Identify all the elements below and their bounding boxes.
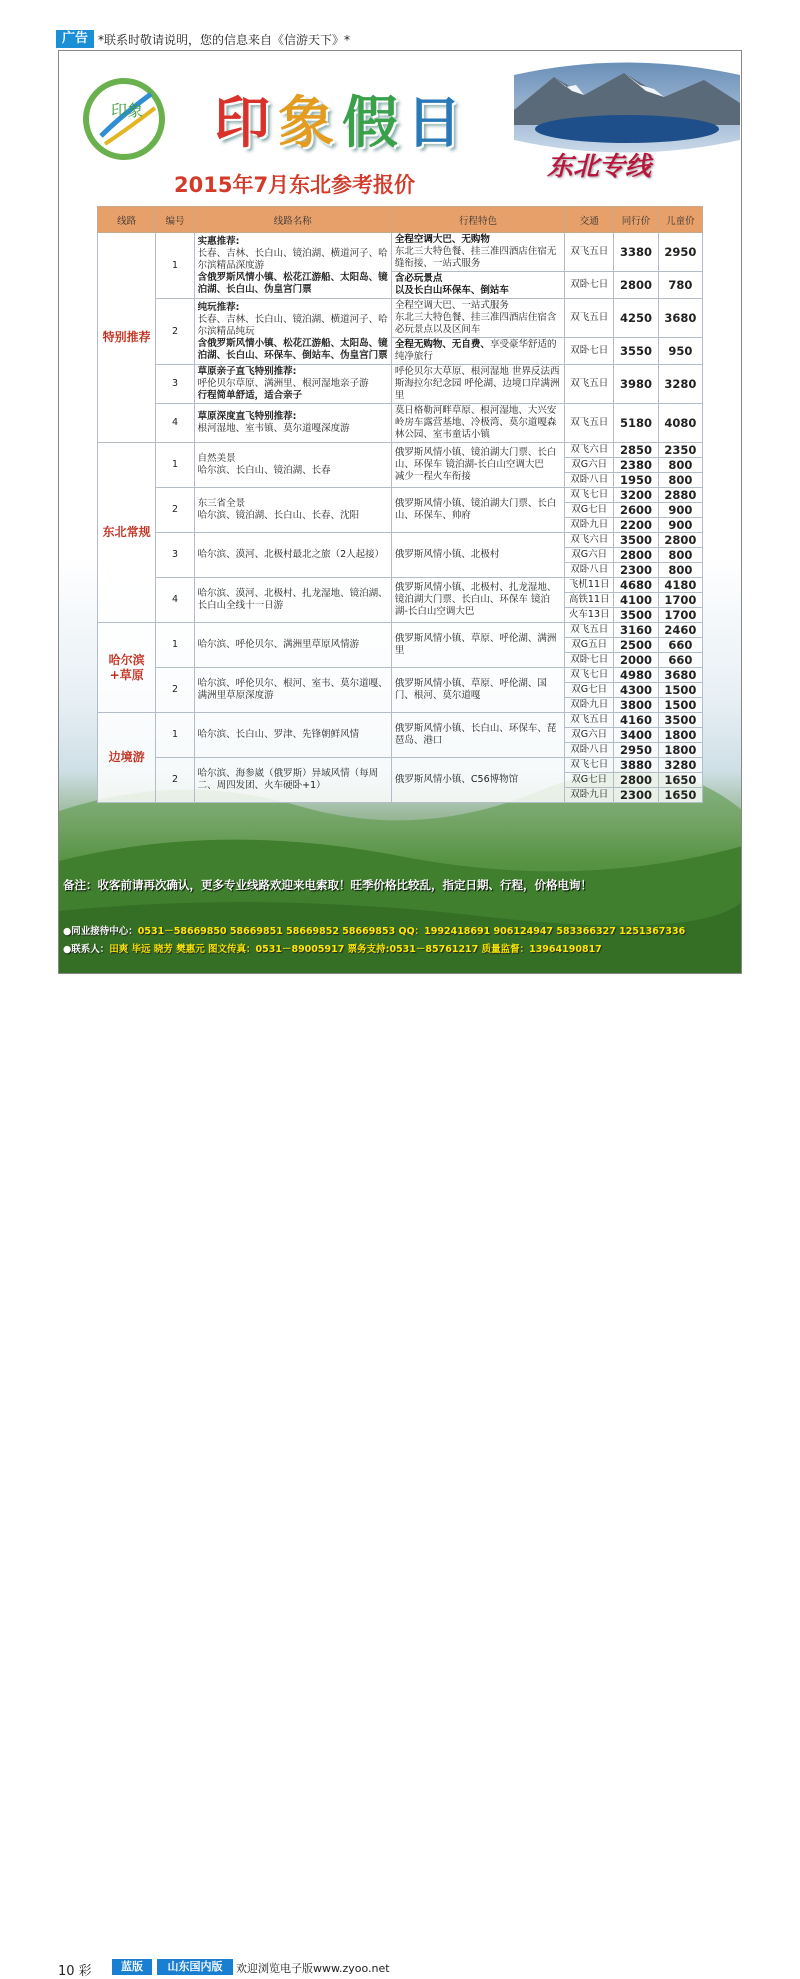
route-name <box>194 365 391 404</box>
transport: 双卧九日 <box>565 698 614 713</box>
child-price: 3280 <box>658 365 702 404</box>
transport: 双G七日 <box>565 683 614 698</box>
route-features <box>391 233 564 272</box>
contact-label: ●联系人： <box>63 944 110 955</box>
brand-char-3: 假 <box>342 90 406 156</box>
feature-highlight: 全程空调大巴、无购物 <box>394 234 490 245</box>
route-features: 莫日格勒河畔草原、根河湿地、大兴安岭房车露营基地、冷极湾、莫尔道嘎森林公园、室韦童话小镇 <box>391 404 564 443</box>
brand-char-2: 象 <box>278 90 342 156</box>
ad-frame <box>58 50 742 974</box>
route-name-body: 哈尔滨、长白山、镜泊湖、长春 <box>197 465 331 476</box>
route-name: 哈尔滨、长白山、罗津、先锋朝鲜风情 <box>194 713 391 758</box>
child-price: 2950 <box>658 233 702 272</box>
peer-price: 3380 <box>614 233 658 272</box>
col-route: 线路 <box>98 207 156 233</box>
table-row <box>98 713 703 728</box>
transport: 双飞五日 <box>565 233 614 272</box>
route-number: 4 <box>156 404 194 443</box>
peer-price: 1950 <box>614 473 658 488</box>
table-row <box>98 443 703 458</box>
peer-price: 3500 <box>614 533 658 548</box>
peer-price: 3800 <box>614 698 658 713</box>
brand-char-1: 印 <box>214 90 278 156</box>
category-border: 边境游 <box>98 713 156 803</box>
transport: 火车13日 <box>565 608 614 623</box>
category-northeast: 东北常规 <box>98 443 156 623</box>
transport: 双G六日 <box>565 548 614 563</box>
col-peer-price: 同行价 <box>614 207 658 233</box>
transport: 双飞七日 <box>565 668 614 683</box>
route-name-body: 哈尔滨、镜泊湖、长白山、长春、沈阳 <box>197 510 360 521</box>
category-harbin: 哈尔滨+草原 <box>98 623 156 713</box>
child-price: 1500 <box>658 683 702 698</box>
route-number: 2 <box>156 668 194 713</box>
peer-price: 4100 <box>614 593 658 608</box>
col-features: 行程特色 <box>391 207 564 233</box>
peer-price: 2300 <box>614 563 658 578</box>
logo-text: 印象 <box>111 101 144 120</box>
child-price: 1500 <box>658 698 702 713</box>
feature-text: 东北三大特色餐、挂三准四酒店住宿含必玩景点以及区间车 <box>394 312 557 335</box>
feature-text: 以及长白山环保车、倒站车 <box>394 285 509 296</box>
transport: 高铁11日 <box>565 593 614 608</box>
route-number: 4 <box>156 578 194 623</box>
transport: 双卧八日 <box>565 563 614 578</box>
route-features: 俄罗斯风情小镇、北极村 <box>391 533 564 578</box>
transport: 双卧七日 <box>565 653 614 668</box>
child-price: 2350 <box>658 443 702 458</box>
peer-price: 2800 <box>614 773 658 788</box>
route-tag: 东北专线 <box>547 152 652 182</box>
route-name: 哈尔滨、呼伦贝尔、根河、室韦、莫尔道嘎、满洲里草原深度游 <box>194 668 391 713</box>
contact-people <box>63 941 602 955</box>
route-features: 俄罗斯风情小镇、长白山、环保车、琵琶岛、港口 <box>391 713 564 758</box>
peer-price: 4160 <box>614 713 658 728</box>
table-row <box>98 299 703 338</box>
col-transport: 交通 <box>565 207 614 233</box>
route-features <box>391 272 564 299</box>
feature-text: 东北三大特色餐、挂三准四酒店住宿无缝衔接、一站式服务 <box>394 246 557 269</box>
col-number: 编号 <box>156 207 194 233</box>
brand-title <box>214 79 470 159</box>
route-name-includes: 含俄罗斯风情小镇、松花江游船、太阳岛、镜泊湖、长白山、环保车、倒站车、伪皇宫门票 <box>197 337 388 361</box>
child-price: 800 <box>658 548 702 563</box>
ad-badge: 广告 <box>56 30 94 48</box>
peer-price: 2600 <box>614 503 658 518</box>
contact-phones: 0531－58669850 58669851 58669852 58669853 QQ：1992418691 906124947 583366327 1251367336 <box>137 926 686 937</box>
child-price: 660 <box>658 653 702 668</box>
edition-color-tag: 蓝版 <box>112 1959 152 1975</box>
route-number: 1 <box>156 713 194 758</box>
peer-price: 4680 <box>614 578 658 593</box>
edition-tag: 山东国内版 <box>157 1959 233 1975</box>
route-name-title: 纯玩推荐: <box>197 301 240 313</box>
transport: 双飞五日 <box>565 713 614 728</box>
table-row <box>98 623 703 638</box>
route-features <box>391 443 564 488</box>
transport: 双G六日 <box>565 728 614 743</box>
child-price: 1650 <box>658 773 702 788</box>
child-price: 1700 <box>658 608 702 623</box>
table-row <box>98 233 703 272</box>
route-features: 俄罗斯风情小镇、草原、呼伦湖、国门、根河、莫尔道嘎 <box>391 668 564 713</box>
top-bar <box>0 0 800 50</box>
peer-price: 2000 <box>614 653 658 668</box>
route-features: 俄罗斯风情小镇、C56博物馆 <box>391 758 564 803</box>
transport: 双飞五日 <box>565 404 614 443</box>
peer-price: 2950 <box>614 743 658 758</box>
table-row <box>98 668 703 683</box>
child-price: 2800 <box>658 533 702 548</box>
feature-highlight: 全程空调大巴、一站式服务 <box>394 300 509 311</box>
col-name: 线路名称 <box>194 207 391 233</box>
peer-price: 4300 <box>614 683 658 698</box>
route-name-includes: 行程简单舒适，适合亲子 <box>197 390 303 401</box>
transport: 双卧九日 <box>565 788 614 803</box>
peer-price: 3550 <box>614 338 658 365</box>
contact-label: ●同业接待中心： <box>63 926 138 937</box>
route-name-includes: 含俄罗斯风情小镇、松花江游船、太阳岛、镜泊湖、长白山、伪皇宫门票 <box>197 271 388 295</box>
child-price: 3280 <box>658 758 702 773</box>
route-name-body: 根河湿地、室韦镇、莫尔道嘎深度游 <box>197 423 350 434</box>
child-price: 1700 <box>658 593 702 608</box>
route-features: 俄罗斯风情小镇、草原、呼伦湖、满洲里 <box>391 623 564 668</box>
transport: 双卧八日 <box>565 473 614 488</box>
transport: 双卧八日 <box>565 743 614 758</box>
feature-highlight: 含必玩景点 <box>394 273 443 284</box>
route-name: 哈尔滨、漠河、北极村、扎龙湿地、镜泊湖、长白山全线十一日游 <box>194 578 391 623</box>
child-price: 800 <box>658 458 702 473</box>
page-number: 10 彩 <box>58 1964 92 1979</box>
child-price: 4180 <box>658 578 702 593</box>
peer-price: 5180 <box>614 404 658 443</box>
route-number: 2 <box>156 488 194 533</box>
transport: 双飞五日 <box>565 299 614 338</box>
peer-price: 4250 <box>614 299 658 338</box>
route-name-title: 实惠推荐: <box>197 235 240 247</box>
page-subtitle: 2015年7月东北参考报价 <box>174 173 416 197</box>
route-name-title: 东三省全景 <box>197 498 246 509</box>
peer-price: 2380 <box>614 458 658 473</box>
peer-price: 4980 <box>614 668 658 683</box>
child-price: 1800 <box>658 743 702 758</box>
transport: 双G五日 <box>565 638 614 653</box>
transport: 双飞六日 <box>565 533 614 548</box>
child-price: 3680 <box>658 299 702 338</box>
contact-reception <box>63 923 685 937</box>
transport: 双卧七日 <box>565 338 614 365</box>
page-footer <box>0 978 800 1979</box>
peer-price: 3980 <box>614 365 658 404</box>
transport: 双飞七日 <box>565 758 614 773</box>
col-child-price: 儿童价 <box>658 207 702 233</box>
transport: 双飞五日 <box>565 623 614 638</box>
route-number: 3 <box>156 533 194 578</box>
table-row <box>98 404 703 443</box>
route-name-body: 呼伦贝尔草原、满洲里、根河湿地亲子游 <box>197 378 369 389</box>
child-price: 900 <box>658 503 702 518</box>
feature-text: 俄罗斯风情小镇、镜泊湖大门票、长白山、环保车 镜泊湖-长白山空调大巴 <box>394 447 557 470</box>
route-features: 呼伦贝尔大草原、根河湿地 世界反法西斯海拉尔纪念园 呼伦湖、边境口岸满洲里 <box>391 365 564 404</box>
child-price: 800 <box>658 473 702 488</box>
route-name: 哈尔滨、漠河、北极村最北之旅（2人起接） <box>194 533 391 578</box>
child-price: 2460 <box>658 623 702 638</box>
remark-note: 备注：收客前请再次确认，更多专业线路欢迎来电索取！旺季价格比较乱，指定日期、行程，价格电询！ <box>63 878 592 892</box>
route-name <box>194 404 391 443</box>
child-price: 1800 <box>658 728 702 743</box>
route-number: 2 <box>156 758 194 803</box>
peer-price: 3160 <box>614 623 658 638</box>
route-features <box>391 299 564 338</box>
price-table <box>97 206 703 803</box>
brand-logo <box>81 76 167 162</box>
route-features: 俄罗斯风情小镇、镜泊湖大门票、长白山、环保车、帅府 <box>391 488 564 533</box>
transport: 双飞七日 <box>565 488 614 503</box>
table-header-row <box>98 207 703 233</box>
site-link[interactable]: 欢迎浏览电子版www.zyoo.net <box>236 1962 390 1975</box>
table-row <box>98 365 703 404</box>
peer-price: 2800 <box>614 272 658 299</box>
table-row <box>98 578 703 593</box>
peer-price: 2300 <box>614 788 658 803</box>
route-number: 1 <box>156 623 194 668</box>
transport: 双G六日 <box>565 458 614 473</box>
table-row <box>98 488 703 503</box>
transport: 双G七日 <box>565 773 614 788</box>
transport: 飞机11日 <box>565 578 614 593</box>
route-features <box>391 338 564 365</box>
child-price: 900 <box>658 518 702 533</box>
route-number: 3 <box>156 365 194 404</box>
category-special: 特别推荐 <box>98 233 156 443</box>
child-price: 3680 <box>658 668 702 683</box>
route-name <box>194 443 391 488</box>
route-name <box>194 233 391 299</box>
route-name <box>194 488 391 533</box>
transport: 双飞五日 <box>565 365 614 404</box>
transport: 双卧七日 <box>565 272 614 299</box>
contact-details: 田爽 毕远 晓芳 樊惠元 图文传真：0531－89005917 票务支持:0531－85761217 质量监督：13964190817 <box>109 944 602 955</box>
route-name <box>194 299 391 365</box>
child-price: 800 <box>658 563 702 578</box>
table-row <box>98 758 703 773</box>
child-price: 4080 <box>658 404 702 443</box>
child-price: 780 <box>658 272 702 299</box>
route-name-title: 自然美景 <box>197 453 236 464</box>
transport: 双G七日 <box>565 503 614 518</box>
child-price: 2880 <box>658 488 702 503</box>
route-name-title: 草原亲子直飞特别推荐: <box>197 366 297 377</box>
feature-text: 享受豪华舒适的纯净旅行 <box>394 339 557 362</box>
child-price: 1650 <box>658 788 702 803</box>
peer-price: 2500 <box>614 638 658 653</box>
route-number: 2 <box>156 299 194 365</box>
feature-highlight: 全程无购物、无自费、 <box>394 339 490 350</box>
peer-price: 2800 <box>614 548 658 563</box>
child-price: 3500 <box>658 713 702 728</box>
peer-price: 2850 <box>614 443 658 458</box>
child-price: 950 <box>658 338 702 365</box>
route-name-title: 草原深度直飞特别推荐: <box>197 411 297 422</box>
route-features: 俄罗斯风情小镇、北极村、扎龙湿地、镜泊湖大门票、长白山、环保车 镜泊湖-长白山空调大巴 <box>391 578 564 623</box>
transport: 双飞六日 <box>565 443 614 458</box>
peer-price: 3500 <box>614 608 658 623</box>
transport: 双卧九日 <box>565 518 614 533</box>
peer-price: 3200 <box>614 488 658 503</box>
route-name-body: 长春、吉林、长白山、镜泊湖、横道河子、哈尔滨精品纯玩 <box>197 313 388 337</box>
peer-price: 3880 <box>614 758 658 773</box>
route-number: 1 <box>156 233 194 299</box>
route-name: 哈尔滨、呼伦贝尔、满洲里草原风情游 <box>194 623 391 668</box>
table-row <box>98 533 703 548</box>
feature-text: 减少一程火车衔接 <box>394 471 471 482</box>
child-price: 660 <box>658 638 702 653</box>
route-number: 1 <box>156 443 194 488</box>
route-name-body: 长春、吉林、长白山、镜泊湖、横道河子、哈尔滨精品深度游 <box>197 247 388 271</box>
peer-price: 2200 <box>614 518 658 533</box>
brand-char-4: 日 <box>406 90 470 156</box>
peer-price: 3400 <box>614 728 658 743</box>
route-name: 哈尔滨、海参崴（俄罗斯）异域风情（每周二、周四发团、火车硬卧+1） <box>194 758 391 803</box>
ad-note: *联系时敬请说明，您的信息来自《信游天下》* <box>98 33 351 47</box>
